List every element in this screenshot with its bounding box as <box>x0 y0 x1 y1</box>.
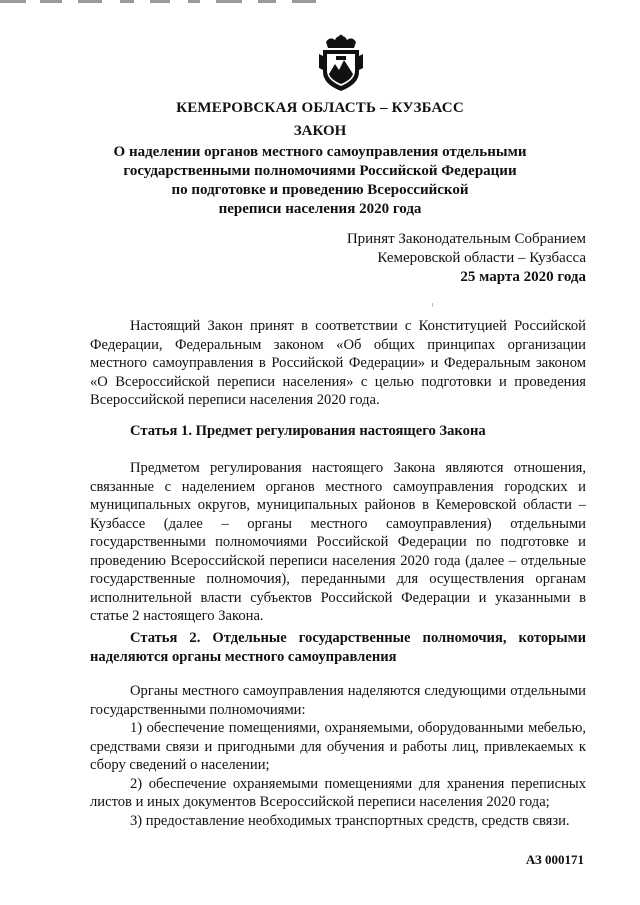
law-title-line: по подготовке и проведению Всероссийской <box>171 182 469 198</box>
adoption-date: 25 марта 2020 года <box>460 269 586 285</box>
scan-mark <box>432 303 433 307</box>
law-title-line: О наделении органов местного самоуправления отдельными <box>113 144 527 160</box>
coat-of-arms-icon <box>316 34 366 92</box>
adoption-line: Кемеровской области – Кузбасса <box>377 250 586 266</box>
adoption-info <box>347 230 586 287</box>
article-2-body <box>90 682 586 830</box>
article-2-item: 1) обеспечение помещениями, охраняемыми, оборудованными мебелью, средствами связи и пригодными для обучения и работы лиц, привлекаемых к сбору сведений о населении; <box>90 720 586 773</box>
serial-number: АЗ 000171 <box>525 852 584 867</box>
scan-edge-marks <box>0 0 330 4</box>
article-1-heading: Статья 1. Предмет регулирования настоящего Закона <box>130 423 486 439</box>
preamble-paragraph: Настоящий Закон принят в соответствии с Конституцией Российской Федерации, Федеральным законом «Об общих принципах организации местного самоуправления в Российской Федерации» и Федеральным законом «О Всероссийской переписи населения» с целью подготовки и проведения Всероссийской переписи населения 2020 года. <box>90 318 586 408</box>
law-title <box>0 143 640 219</box>
region-name: КЕМЕРОВСКАЯ ОБЛАСТЬ – КУЗБАСС <box>176 100 464 116</box>
article-2-heading: Статья 2. Отдельные государственные полномочия, которыми наделяются органы местного самоуправления <box>90 630 586 665</box>
article-2-item: 2) обеспечение охраняемыми помещениями для хранения переписных листов и иных документов Всероссийской переписи населения 2020 года; <box>90 775 586 810</box>
article-2-intro: Органы местного самоуправления наделяются следующими отдельными государственными полномочиями: <box>90 683 586 718</box>
article-2-item: 3) предоставление необходимых транспортных средств, средств связи. <box>130 812 570 829</box>
adoption-line: Принят Законодательным Собранием <box>346 231 586 247</box>
law-title-line: переписи населения 2020 года <box>218 201 422 217</box>
article-1-paragraph: Предметом регулирования настоящего Закона являются отношения, связанные с наделением органов местного самоуправления городских и муниципальных округов, муниципальных районов в Кемеровской области – Кузбассе (далее – органы местного самоуправления) отдельными государственными полномочиями Российской Федерации по подготовке и проведению Всероссийской переписи населения 2020 года (далее – отдельные государственные полномочия), переданными для осуществления органам исполнительной власти субъектов Российской Федерации и указанными в статье 2 настоящего Закона. <box>90 460 586 624</box>
document-type: ЗАКОН <box>293 123 347 139</box>
law-title-line: государственными полномочиями Российской Федерации <box>123 163 517 179</box>
